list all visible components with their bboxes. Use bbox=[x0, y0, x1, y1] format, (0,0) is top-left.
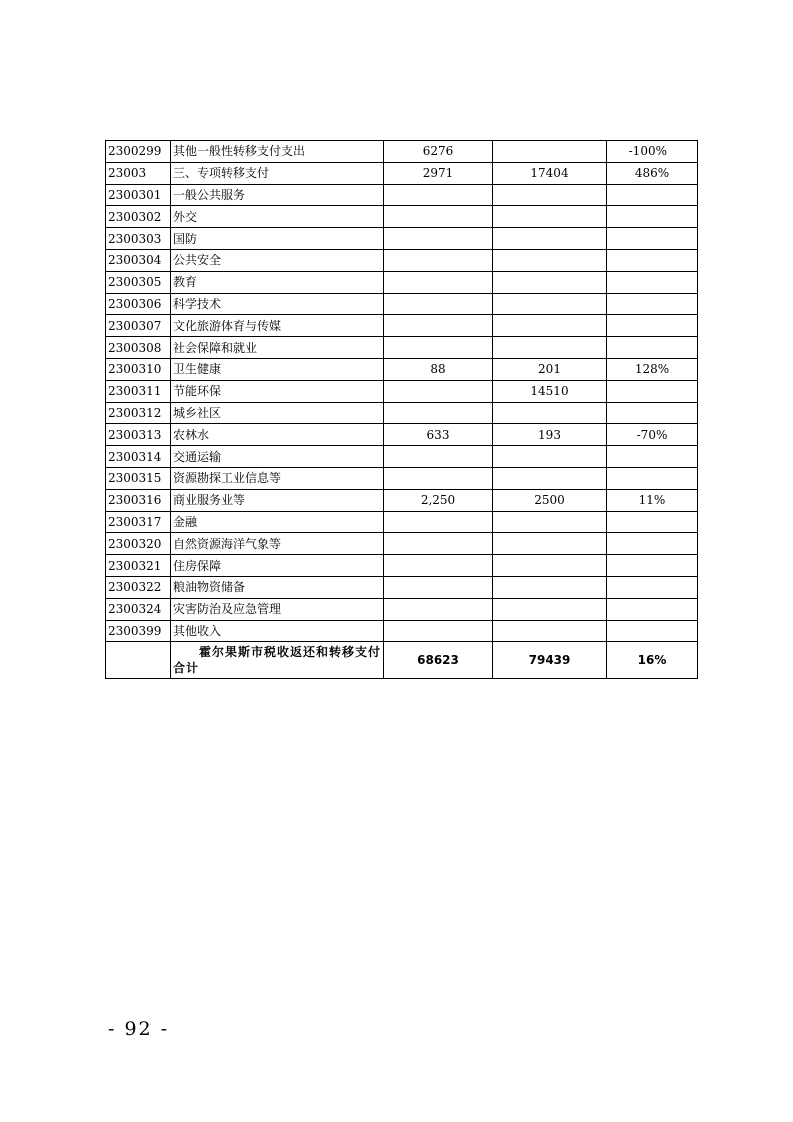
row-code: 2300311 bbox=[106, 380, 171, 402]
row-value-a bbox=[384, 380, 493, 402]
row-value-c: 486% bbox=[607, 162, 698, 184]
row-value-c bbox=[607, 293, 698, 315]
table-row bbox=[106, 620, 698, 642]
row-value-a bbox=[384, 511, 493, 533]
row-value-b bbox=[493, 337, 607, 359]
row-value-b bbox=[493, 402, 607, 424]
row-value-c bbox=[607, 249, 698, 271]
row-name: 教育 bbox=[171, 271, 384, 293]
row-value-b: 2500 bbox=[493, 489, 607, 511]
row-value-b bbox=[493, 467, 607, 489]
row-value-a: 633 bbox=[384, 424, 493, 446]
total-value-a: 68623 bbox=[384, 642, 493, 679]
table-row bbox=[106, 489, 698, 511]
row-value-b bbox=[493, 533, 607, 555]
row-value-a bbox=[384, 576, 493, 598]
row-value-b bbox=[493, 511, 607, 533]
row-code: 2300321 bbox=[106, 555, 171, 577]
row-code: 2300313 bbox=[106, 424, 171, 446]
row-value-b bbox=[493, 271, 607, 293]
row-value-b bbox=[493, 620, 607, 642]
row-value-a: 2971 bbox=[384, 162, 493, 184]
row-name: 科学技术 bbox=[171, 293, 384, 315]
row-name: 农林水 bbox=[171, 424, 384, 446]
table-row bbox=[106, 206, 698, 228]
row-code: 2300306 bbox=[106, 293, 171, 315]
row-name: 文化旅游体育与传媒 bbox=[171, 315, 384, 337]
row-value-a bbox=[384, 228, 493, 250]
row-code: 2300316 bbox=[106, 489, 171, 511]
row-name: 金融 bbox=[171, 511, 384, 533]
row-value-c bbox=[607, 402, 698, 424]
row-value-c bbox=[607, 271, 698, 293]
row-value-a bbox=[384, 533, 493, 555]
row-value-c bbox=[607, 446, 698, 468]
table-row bbox=[106, 358, 698, 380]
row-value-a bbox=[384, 620, 493, 642]
row-value-a bbox=[384, 555, 493, 577]
row-value-b bbox=[493, 228, 607, 250]
row-value-a bbox=[384, 249, 493, 271]
row-value-a bbox=[384, 315, 493, 337]
row-name: 交通运输 bbox=[171, 446, 384, 468]
table-row bbox=[106, 315, 698, 337]
row-code: 2300304 bbox=[106, 249, 171, 271]
row-name: 外交 bbox=[171, 206, 384, 228]
row-value-c bbox=[607, 228, 698, 250]
row-value-c: -100% bbox=[607, 141, 698, 163]
row-value-b bbox=[493, 576, 607, 598]
table-row bbox=[106, 511, 698, 533]
row-code: 2300302 bbox=[106, 206, 171, 228]
row-code: 2300312 bbox=[106, 402, 171, 424]
table-row bbox=[106, 271, 698, 293]
table-row bbox=[106, 533, 698, 555]
row-value-a bbox=[384, 337, 493, 359]
table-row bbox=[106, 598, 698, 620]
total-value-c: 16% bbox=[607, 642, 698, 679]
row-value-b bbox=[493, 315, 607, 337]
row-name: 国防 bbox=[171, 228, 384, 250]
row-value-a bbox=[384, 271, 493, 293]
row-code: 2300322 bbox=[106, 576, 171, 598]
row-name: 商业服务业等 bbox=[171, 489, 384, 511]
row-value-c bbox=[607, 511, 698, 533]
row-value-b bbox=[493, 555, 607, 577]
row-name: 资源勘探工业信息等 bbox=[171, 467, 384, 489]
row-code: 2300299 bbox=[106, 141, 171, 163]
row-code: 2300301 bbox=[106, 184, 171, 206]
total-value-b: 79439 bbox=[493, 642, 607, 679]
row-value-c bbox=[607, 206, 698, 228]
row-value-b bbox=[493, 206, 607, 228]
row-value-a bbox=[384, 184, 493, 206]
total-name: 霍尔果斯市税收返还和转移支付合计 bbox=[171, 642, 384, 679]
row-name: 其他收入 bbox=[171, 620, 384, 642]
row-value-b bbox=[493, 598, 607, 620]
row-name: 公共安全 bbox=[171, 249, 384, 271]
row-code: 2300317 bbox=[106, 511, 171, 533]
table-row bbox=[106, 162, 698, 184]
row-value-b bbox=[493, 249, 607, 271]
row-value-c: 11% bbox=[607, 489, 698, 511]
row-name: 住房保障 bbox=[171, 555, 384, 577]
row-value-c: -70% bbox=[607, 424, 698, 446]
row-value-c: 128% bbox=[607, 358, 698, 380]
row-code: 2300305 bbox=[106, 271, 171, 293]
row-value-c bbox=[607, 315, 698, 337]
row-value-b bbox=[493, 141, 607, 163]
table-row bbox=[106, 228, 698, 250]
table-row bbox=[106, 446, 698, 468]
row-value-c bbox=[607, 467, 698, 489]
row-value-a: 6276 bbox=[384, 141, 493, 163]
row-code: 2300303 bbox=[106, 228, 171, 250]
row-value-b bbox=[493, 293, 607, 315]
row-value-a bbox=[384, 402, 493, 424]
row-code: 2300308 bbox=[106, 337, 171, 359]
table-row bbox=[106, 249, 698, 271]
row-code: 2300399 bbox=[106, 620, 171, 642]
row-value-a bbox=[384, 446, 493, 468]
row-code: 2300314 bbox=[106, 446, 171, 468]
row-value-b bbox=[493, 446, 607, 468]
row-value-b: 201 bbox=[493, 358, 607, 380]
table-row bbox=[106, 293, 698, 315]
table-row bbox=[106, 337, 698, 359]
row-value-b: 17404 bbox=[493, 162, 607, 184]
row-value-c bbox=[607, 533, 698, 555]
row-value-c bbox=[607, 620, 698, 642]
total-code bbox=[106, 642, 171, 679]
row-name: 卫生健康 bbox=[171, 358, 384, 380]
row-code: 23003 bbox=[106, 162, 171, 184]
row-value-b bbox=[493, 184, 607, 206]
row-name: 节能环保 bbox=[171, 380, 384, 402]
row-name: 三、专项转移支付 bbox=[171, 162, 384, 184]
row-value-a: 2,250 bbox=[384, 489, 493, 511]
row-value-a: 88 bbox=[384, 358, 493, 380]
row-value-b: 14510 bbox=[493, 380, 607, 402]
row-code: 2300310 bbox=[106, 358, 171, 380]
row-name: 社会保障和就业 bbox=[171, 337, 384, 359]
table-row bbox=[106, 380, 698, 402]
row-value-a bbox=[384, 598, 493, 620]
row-name: 一般公共服务 bbox=[171, 184, 384, 206]
row-name: 粮油物资储备 bbox=[171, 576, 384, 598]
table-row bbox=[106, 576, 698, 598]
row-value-b: 193 bbox=[493, 424, 607, 446]
page-number: - 92 - bbox=[108, 1018, 170, 1040]
row-code: 2300307 bbox=[106, 315, 171, 337]
table-row bbox=[106, 555, 698, 577]
row-code: 2300324 bbox=[106, 598, 171, 620]
row-value-c bbox=[607, 576, 698, 598]
table-row bbox=[106, 467, 698, 489]
table-total bbox=[106, 642, 698, 679]
row-code: 2300320 bbox=[106, 533, 171, 555]
table-body bbox=[106, 141, 698, 642]
row-name: 城乡社区 bbox=[171, 402, 384, 424]
row-name: 其他一般性转移支付支出 bbox=[171, 141, 384, 163]
table-row bbox=[106, 141, 698, 163]
row-code: 2300315 bbox=[106, 467, 171, 489]
row-name: 自然资源海洋气象等 bbox=[171, 533, 384, 555]
row-value-c bbox=[607, 555, 698, 577]
row-value-c bbox=[607, 598, 698, 620]
row-value-c bbox=[607, 337, 698, 359]
row-value-c bbox=[607, 184, 698, 206]
table-row bbox=[106, 184, 698, 206]
row-value-a bbox=[384, 467, 493, 489]
row-value-a bbox=[384, 206, 493, 228]
budget-table bbox=[105, 140, 698, 679]
row-value-a bbox=[384, 293, 493, 315]
row-name: 灾害防治及应急管理 bbox=[171, 598, 384, 620]
table-row bbox=[106, 402, 698, 424]
total-row bbox=[106, 642, 698, 679]
table-row bbox=[106, 424, 698, 446]
row-value-c bbox=[607, 380, 698, 402]
